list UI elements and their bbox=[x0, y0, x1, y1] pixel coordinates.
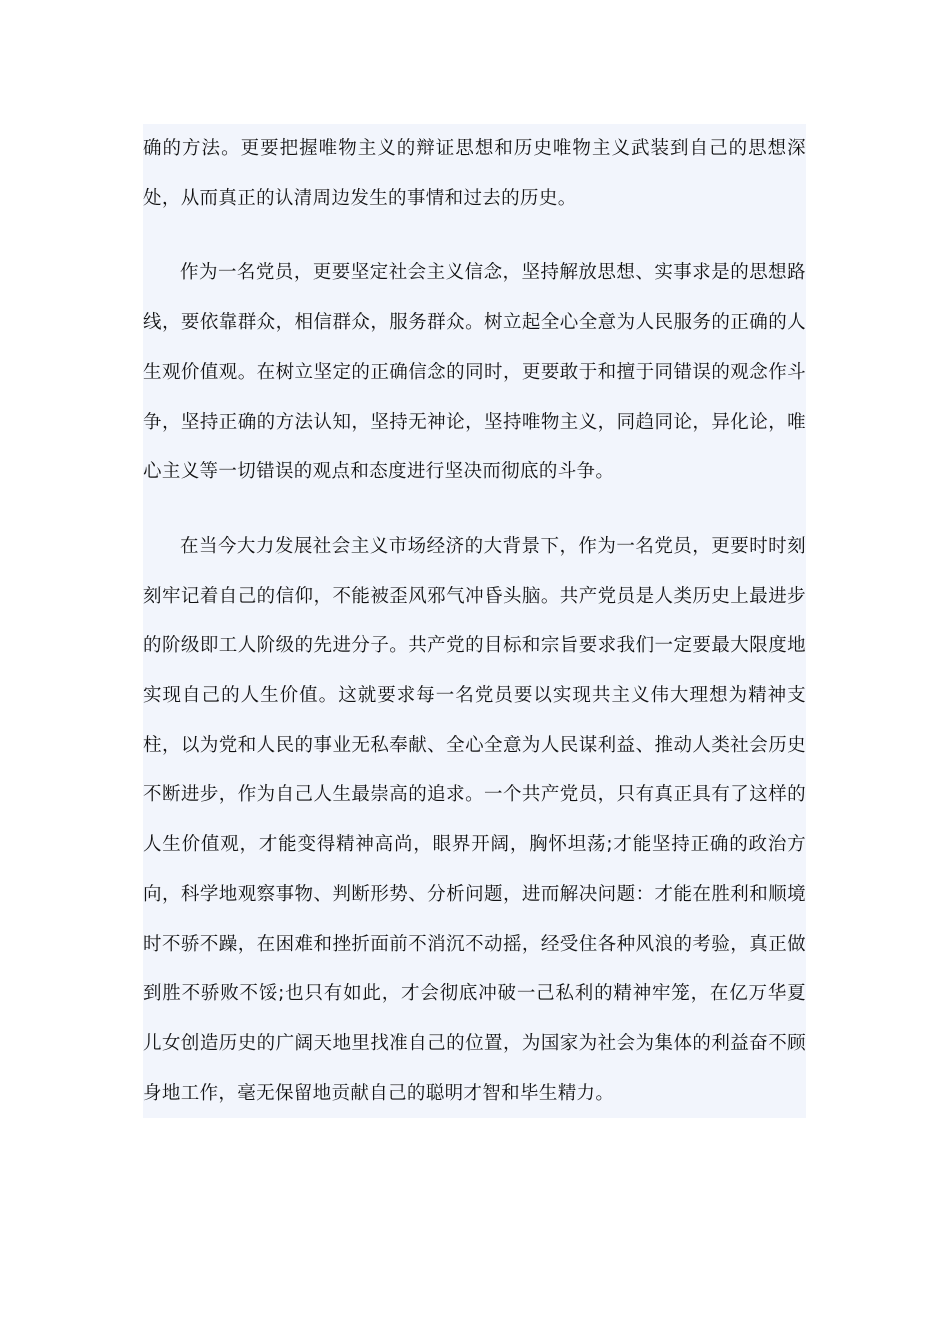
paragraph-gap bbox=[143, 497, 806, 522]
paragraph-3: 在当今大力发展社会主义市场经济的大背景下，作为一名党员，更要时时刻刻牢记着自己的信仰，不能被歪风邪气冲昏头脑。共产党员是人类历史上最进步的阶级即工人阶级的先进分子。共产党的目标和宗旨要求我们一定要最大限度地实现自己的人生价值。这就要求每一名党员要以实现共主义伟大理想为精神支柱，以为党和人民的事业无私奉献、全心全意为人民谋利益、推动人类社会历史不断进步，作为自己人生最崇高的追求。一个共产党员，只有真正具有了这样的人生价值观，才能变得精神高尚，眼界开阔，胸怀坦荡;才能坚持正确的政治方向，科学地观察事物、判断形势、分析问题，进而解决问题：才能在胜利和顺境时不骄不躁，在困难和挫折面前不消沉不动摇，经受住各种风浪的考验，真正做到胜不骄败不馁;也只有如此，才会彻底冲破一己私利的精神牢笼，在亿万华夏儿女创造历史的广阔天地里找准自己的位置，为国家为社会为集体的利益奋不顾身地工作，毫无保留地贡献自己的聪明才智和毕生精力。 bbox=[143, 535, 806, 1104]
highlighted-text-block bbox=[143, 124, 806, 1118]
paragraph-1: 确的方法。更要把握唯物主义的辩证思想和历史唯物主义武装到自己的思想深处，从而真正的认清周边发生的事情和过去的历史。 bbox=[143, 138, 806, 209]
paragraph-2: 作为一名党员，更要坚定社会主义信念，坚持解放思想、实事求是的思想路线，要依靠群众，相信群众，服务群众。树立起全心全意为人民服务的正确的人生观价值观。在树立坚定的正确信念的同时，更要敢于和擅于同错误的观念作斗争，坚持正确的方法认知，坚持无神论，坚持唯物主义，同趋同论，异化论，唯心主义等一切错误的观点和态度进行坚决而彻底的斗争。 bbox=[143, 262, 806, 483]
paragraph-gap bbox=[143, 223, 806, 248]
